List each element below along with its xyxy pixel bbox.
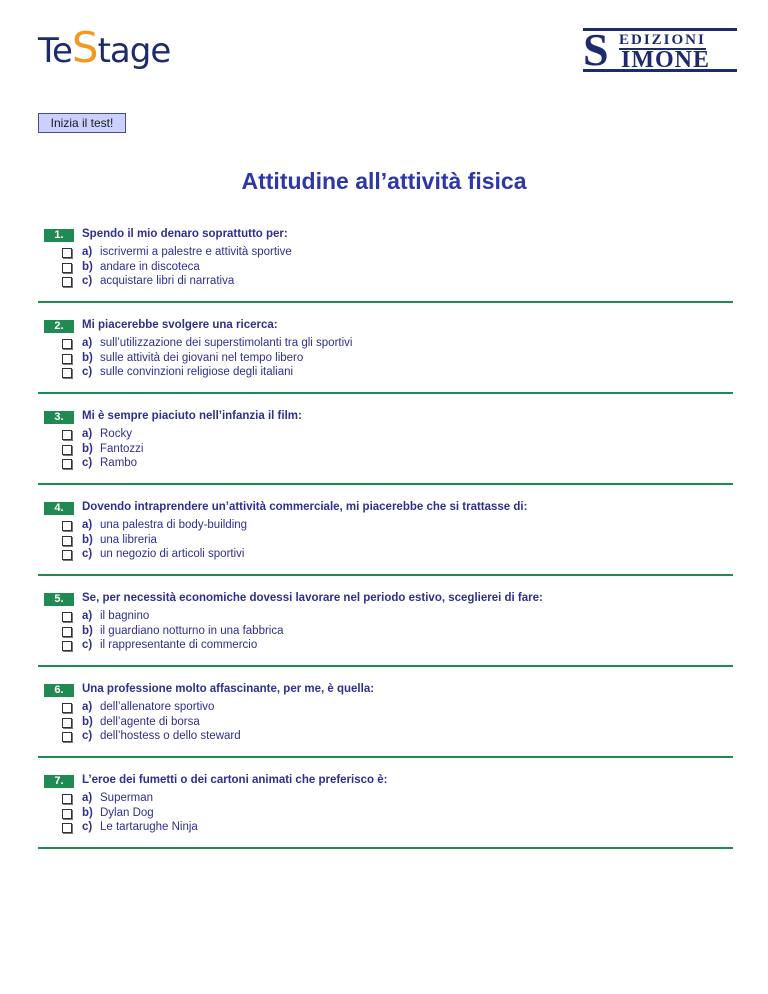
edizioni-simone-logo <box>583 24 737 75</box>
answer-checkbox[interactable] <box>62 809 72 819</box>
start-test-button[interactable]: Inizia il test! <box>38 113 126 133</box>
option-letter: a) <box>82 337 93 349</box>
option-text: una palestra di body-building <box>100 519 248 531</box>
section-divider <box>38 392 733 394</box>
option-text: sulle attività dei giovani nel tempo libero <box>100 351 304 364</box>
question-number-badge: 1. <box>44 229 74 242</box>
answer-checkbox[interactable] <box>62 354 72 364</box>
question-text: Una professione molto affascinante, per me, è quella: <box>82 683 375 695</box>
section-divider <box>38 756 733 758</box>
option-text: il bagnino <box>100 610 150 622</box>
option-text: dell’agente di borsa <box>100 715 200 728</box>
option-letter: c) <box>82 730 93 742</box>
option-letter: b) <box>82 533 93 546</box>
option-letter: a) <box>82 519 93 531</box>
question-number-badge: 7. <box>44 775 74 788</box>
option-text: il guardiano notturno in una fabbrica <box>100 624 284 637</box>
option-letter: a) <box>82 428 93 440</box>
option-text: acquistare libri di narrativa <box>100 275 235 287</box>
answer-checkbox[interactable] <box>62 641 72 651</box>
option-letter: b) <box>82 260 93 273</box>
answer-checkbox[interactable] <box>62 823 72 833</box>
option-text: un negozio di articoli sportivi <box>100 548 245 560</box>
option-letter: a) <box>82 701 93 713</box>
answer-checkbox[interactable] <box>62 794 72 804</box>
option-text: sulle convinzioni religiose degli italiani <box>100 366 294 378</box>
option-text: dell’allenatore sportivo <box>100 701 215 713</box>
question-text: Dovendo intraprendere un’attività commerciale, mi piacerebbe che si trattasse di: <box>82 501 528 513</box>
option-text: sull’utilizzazione dei superstimolanti tra gli sportivi <box>100 337 353 349</box>
answer-checkbox[interactable] <box>62 248 72 258</box>
answer-checkbox[interactable] <box>62 277 72 287</box>
section-divider <box>38 483 733 485</box>
option-letter: a) <box>82 246 93 258</box>
option-letter: c) <box>82 457 93 469</box>
logo-right-top: EDIZIONI <box>619 32 706 48</box>
option-text: il rappresentante di commercio <box>100 639 258 651</box>
section-divider <box>38 665 733 667</box>
option-letter: b) <box>82 442 93 455</box>
answer-checkbox[interactable] <box>62 445 72 455</box>
option-letter: c) <box>82 639 93 651</box>
answer-checkbox[interactable] <box>62 368 72 378</box>
answer-checkbox[interactable] <box>62 536 72 546</box>
option-text: Rambo <box>100 457 138 469</box>
option-letter: b) <box>82 806 93 819</box>
answer-checkbox[interactable] <box>62 627 72 637</box>
option-letter: b) <box>82 624 93 637</box>
answer-checkbox[interactable] <box>62 718 72 728</box>
answer-checkbox[interactable] <box>62 732 72 742</box>
question-text: Se, per necessità economiche dovessi lavorare nel periodo estivo, sceglierei di fare: <box>82 592 543 604</box>
option-letter: b) <box>82 351 93 364</box>
logo-left-part1: Te <box>38 31 72 71</box>
option-text: Le tartarughe Ninja <box>100 821 198 833</box>
section-divider <box>38 574 733 576</box>
answer-checkbox[interactable] <box>62 612 72 622</box>
answer-checkbox[interactable] <box>62 521 72 531</box>
question-text: Spendo il mio denaro soprattutto per: <box>82 228 288 240</box>
section-divider <box>38 847 733 849</box>
question-number-badge: 6. <box>44 684 74 697</box>
option-letter: b) <box>82 715 93 728</box>
section-divider <box>38 301 733 303</box>
answer-checkbox[interactable] <box>62 339 72 349</box>
page-title: Attitudine all’attività fisica <box>241 168 527 194</box>
question-text: L’eroe dei fumetti o dei cartoni animati che preferisco è: <box>82 774 388 786</box>
answer-checkbox[interactable] <box>62 263 72 273</box>
answer-checkbox[interactable] <box>62 459 72 469</box>
question-number-badge: 5. <box>44 593 74 606</box>
option-text: dell’hostess o dello steward <box>100 730 241 742</box>
answer-checkbox[interactable] <box>62 550 72 560</box>
option-text: iscrivermi a palestre e attività sportive <box>100 246 292 258</box>
option-letter: c) <box>82 548 93 560</box>
question-number-badge: 2. <box>44 320 74 333</box>
answer-checkbox[interactable] <box>62 430 72 440</box>
option-letter: a) <box>82 610 93 622</box>
logo-right-big-letter: S <box>583 24 609 75</box>
option-text: una libreria <box>100 533 157 546</box>
question-text: Mi è sempre piaciuto nell’infanzia il film: <box>82 410 302 422</box>
option-text: Superman <box>100 792 154 804</box>
option-letter: a) <box>82 792 93 804</box>
option-text: andare in discoteca <box>100 260 200 273</box>
logo-right-rest: IMONE <box>621 47 710 73</box>
logo-left-part2: S <box>71 23 98 72</box>
answer-checkbox[interactable] <box>62 703 72 713</box>
question-text: Mi piacerebbe svolgere una ricerca: <box>82 319 278 331</box>
testage-logo <box>38 23 171 72</box>
option-letter: c) <box>82 366 93 378</box>
logo-left-part3: tage <box>97 31 171 71</box>
question-number-badge: 4. <box>44 502 74 515</box>
option-text: Dylan Dog <box>100 806 154 819</box>
option-letter: c) <box>82 275 93 287</box>
option-text: Rocky <box>100 428 132 440</box>
option-letter: c) <box>82 821 93 833</box>
option-text: Fantozzi <box>100 442 144 455</box>
question-number-badge: 3. <box>44 411 74 424</box>
